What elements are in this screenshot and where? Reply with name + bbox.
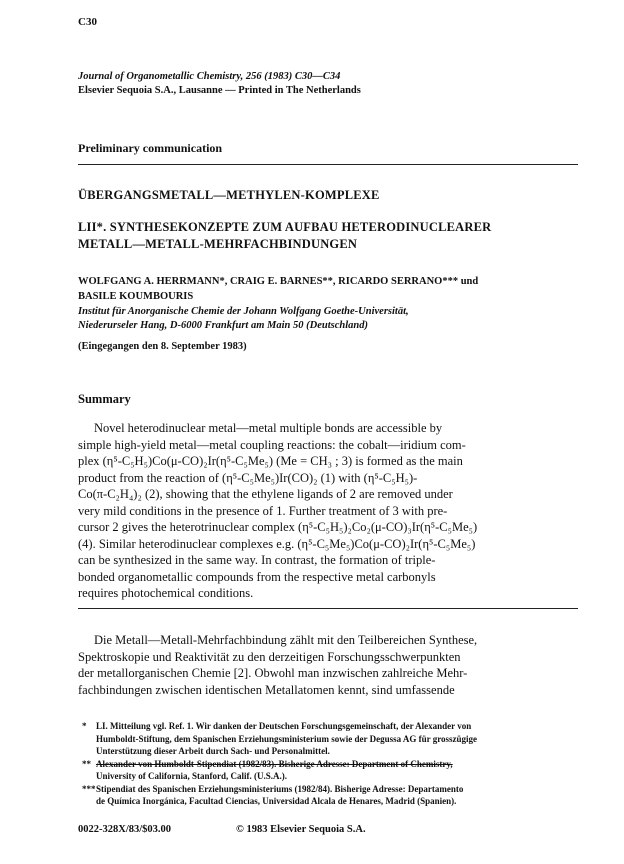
summary-text bbox=[78, 420, 578, 602]
article-title bbox=[78, 219, 578, 253]
issn-price: 0022-328X/83/$03.00 bbox=[78, 824, 172, 835]
affiliation-line: Niederurseler Hang, D-6000 Frankfurt am Main 50 (Deutschland) bbox=[78, 320, 368, 331]
footnote-line: LI. Mitteilung vgl. Ref. 1. Wir danken der Deutschen Forschungsgemeinschaft, der Alexander von bbox=[96, 721, 472, 731]
footnote-line: Unterstützung dieser Arbeit durch Sach- und Personalmittel. bbox=[96, 746, 330, 756]
summary-line: bonded organometallic compounds from the respective metal carbonyls bbox=[78, 569, 436, 584]
body-line: Die Metall—Metall-Mehrfachbindung zählt mit den Teilbereichen Synthese, bbox=[94, 633, 478, 647]
summary-line: plex (η⁵-C₅H₅)Co(μ-CO)₂Ir(η⁵-C₅Me₅) (Me = CH₃ ; 3) is formed as the main bbox=[78, 454, 463, 468]
body-text bbox=[78, 632, 578, 698]
footnote-line: Humboldt-Stiftung, dem Spanischen Erziehungsministerium sowie der Degussa AG für grosszügige bbox=[96, 733, 478, 744]
section-divider bbox=[78, 164, 578, 165]
summary-line: simple high-yield metal—metal coupling reactions: the cobalt—iridium com- bbox=[78, 437, 466, 452]
summary-line: (4). Similar heterodinuclear complexes e.g. (η⁵-C₅Me₅)Co(μ-CO)₂Ir(η⁵-C₅Me₅) bbox=[78, 536, 476, 551]
footnotes bbox=[82, 720, 582, 808]
footnote-marker: * bbox=[82, 721, 87, 731]
summary-heading: Summary bbox=[78, 392, 131, 406]
summary-line: product from the reaction of (η⁵-C₅Me₅)Ir(CO)₂ (1) with (η⁵-C₅H₅)- bbox=[78, 470, 418, 485]
series-title: ÜBERGANGSMETALL—METHYLEN-KOMPLEXE bbox=[78, 188, 380, 202]
author-list bbox=[78, 274, 578, 304]
summary-divider bbox=[78, 608, 578, 609]
footnote bbox=[82, 758, 582, 771]
received-date: (Eingegangen den 8. September 1983) bbox=[78, 341, 247, 352]
body-line: fachbindungen zwischen identischen Metallatomen kennt, sind umfassende bbox=[78, 682, 455, 697]
footnote bbox=[82, 720, 582, 733]
article-title-line: METALL—METALL-MEHRFACHBINDUNGEN bbox=[78, 237, 358, 251]
publisher-line: Elsevier Sequoia S.A., Lausanne — Printed in The Netherlands bbox=[78, 85, 361, 96]
section-label: Preliminary communication bbox=[78, 141, 223, 155]
footnote-marker: *** bbox=[82, 783, 96, 794]
footnote-marker: ** bbox=[82, 758, 91, 769]
affiliation-line: Institut für Anorganische Chemie der Johann Wolfgang Goethe-Universität, bbox=[78, 306, 409, 317]
summary-line: requires photochemical conditions. bbox=[78, 586, 254, 600]
footnote bbox=[82, 783, 582, 796]
page-number: C30 bbox=[78, 16, 97, 28]
summary-line: very mild conditions in the presence of 1. Further treatment of 3 with pre- bbox=[78, 503, 448, 518]
summary-line: cursor 2 gives the heterotrinuclear complex (η⁵-C₅H₅)₂Co₂(μ-CO)₃Ir(η⁵-C₅Me₅) bbox=[78, 520, 478, 534]
author-line: BASILE KOUMBOURIS bbox=[78, 291, 194, 302]
journal-citation: Journal of Organometallic Chemistry, 256 (1983) C30—C34 bbox=[78, 71, 341, 82]
copyright: © 1983 Elsevier Sequoia S.A. bbox=[236, 824, 366, 835]
footnote-line: University of California, Stanford, Calif. (U.S.A.). bbox=[96, 771, 287, 781]
summary-line: can be synthesized in the same way. In contrast, the formation of triple- bbox=[78, 553, 436, 567]
article-title-line: LII*. SYNTHESEKONZEPTE ZUM AUFBAU HETERODINUCLEARER bbox=[78, 220, 492, 234]
journal-header bbox=[78, 70, 578, 98]
affiliation bbox=[78, 305, 578, 333]
footnote-line: Stipendiat des Spanischen Erziehungsministeriums (1982/84). Bisherige Adresse: Departamento bbox=[96, 783, 464, 794]
footnote-line: de Química Inorgánica, Facultad Ciencias, Universidad Alcala de Henares, Madrid (Spanien). bbox=[96, 796, 457, 806]
summary-line: Novel heterodinuclear metal—metal multiple bonds are accessible by bbox=[94, 421, 443, 435]
footnote-line: Alexander von Humboldt-Stipendiat (1982/83). Bisherige Adresse: Department of Chemistry, bbox=[96, 758, 453, 769]
author-line: WOLFGANG A. HERRMANN*, CRAIG E. BARNES**, RICARDO SERRANO*** und bbox=[78, 276, 479, 287]
body-line: der metallorganischen Chemie [2]. Obwohl man inzwischen zahlreiche Mehr- bbox=[78, 666, 468, 680]
body-line: Spektroskopie und Reaktivität zu den derzeitigen Forschungsschwerpunkten bbox=[78, 649, 461, 664]
summary-line: Co(π-C₂H₄)₂ (2), showing that the ethylene ligands of 2 are removed under bbox=[78, 487, 453, 501]
